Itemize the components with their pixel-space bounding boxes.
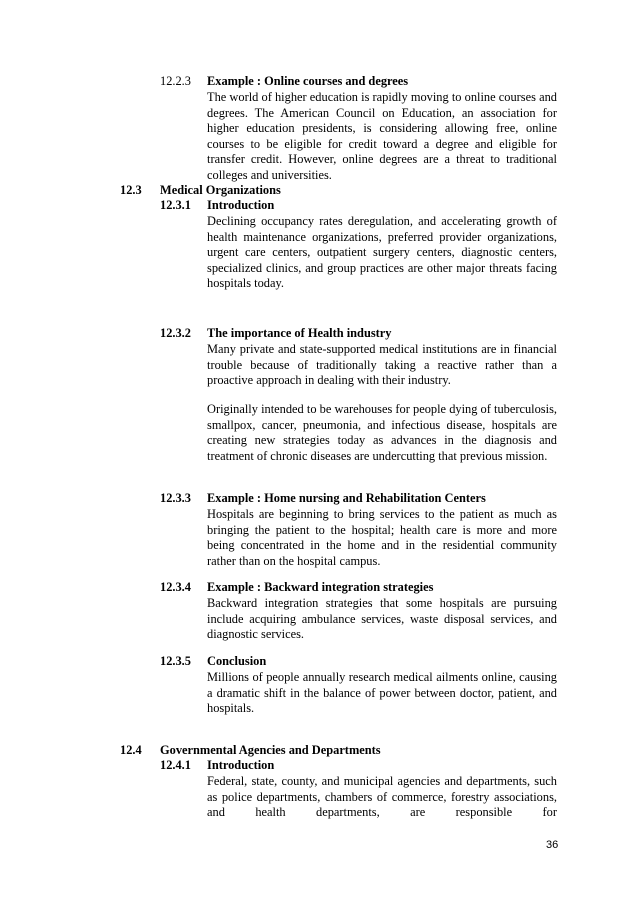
section-number-12-2-3: 12.2.3 [160, 74, 191, 88]
paragraph-12-4-1: Federal, state, county, and municipal agencies and departments, such as police departments, chambers of commerce, forestry associations, and health departments, are responsible for [207, 774, 557, 819]
section-number-12-4-1: 12.4.1 [160, 758, 191, 772]
paragraph-12-3-3: Hospitals are beginning to bring services to the patient as much as bringing the patient to the hospital; health care is more and more being concentrated in the home and in the residential community rather than on the hospital campus. [207, 507, 557, 568]
section-number-12-3-2: 12.3.2 [160, 326, 191, 340]
section-number-12-3-4: 12.3.4 [160, 580, 191, 594]
section-number-12-4: 12.4 [120, 743, 142, 757]
section-number-12-3: 12.3 [120, 183, 142, 197]
section-number-12-3-1: 12.3.1 [160, 198, 191, 212]
paragraph-12-3-4: Backward integration strategies that some hospitals are pursuing include acquiring ambulance services, waste disposal services, and diagnostic services. [207, 596, 557, 641]
section-heading-12-3-1: Introduction [207, 198, 275, 212]
paragraph-12-3-1: Declining occupancy rates deregulation, and accelerating growth of health maintenance organizations, preferred provider organizations, urgent care centers, outpatient surgery centers, diagnostic centers, specialized clinics, and group practices are other major threats facing hospitals today. [207, 214, 557, 290]
section-heading-12-4: Governmental Agencies and Departments [160, 743, 381, 757]
paragraph-12-3-5: Millions of people annually research medical ailments online, causing a dramatic shift in the balance of power between doctor, patient, and hospitals. [207, 670, 557, 715]
section-heading-12-3-5: Conclusion [207, 654, 267, 668]
page-number: 36 [546, 839, 559, 851]
section-heading-12-4-1: Introduction [207, 758, 275, 772]
section-heading-12-3-2: The importance of Health industry [207, 326, 392, 340]
section-heading-12-3-4: Example : Backward integration strategies [207, 580, 434, 594]
paragraph-12-2-3: The world of higher education is rapidly moving to online courses and degrees. The American Council on Education, an association for higher education presidents, is considering allowing free, online courses to be eligible for credit toward a degree and eligible for transfer credit. However, online degrees are a threat to traditional colleges and universities. [207, 90, 557, 182]
section-heading-12-2-3: Example : Online courses and degrees [207, 74, 409, 88]
section-number-12-3-3: 12.3.3 [160, 491, 191, 505]
section-heading-12-3-3: Example : Home nursing and Rehabilitation Centers [207, 491, 486, 505]
paragraph-12-3-2-b: Originally intended to be warehouses for people dying of tuberculosis, smallpox, cancer, pneumonia, and infectious disease, hospitals are creating new strategies today as advances in the diagnosis and treatment of chronic diseases are undercutting that previous mission. [207, 402, 557, 463]
section-heading-12-3: Medical Organizations [160, 183, 281, 197]
paragraph-12-3-2-a: Many private and state-supported medical institutions are in financial trouble because of traditionally taking a reactive rather than a proactive approach in dealing with their industry. [207, 342, 557, 387]
section-number-12-3-5: 12.3.5 [160, 654, 191, 668]
